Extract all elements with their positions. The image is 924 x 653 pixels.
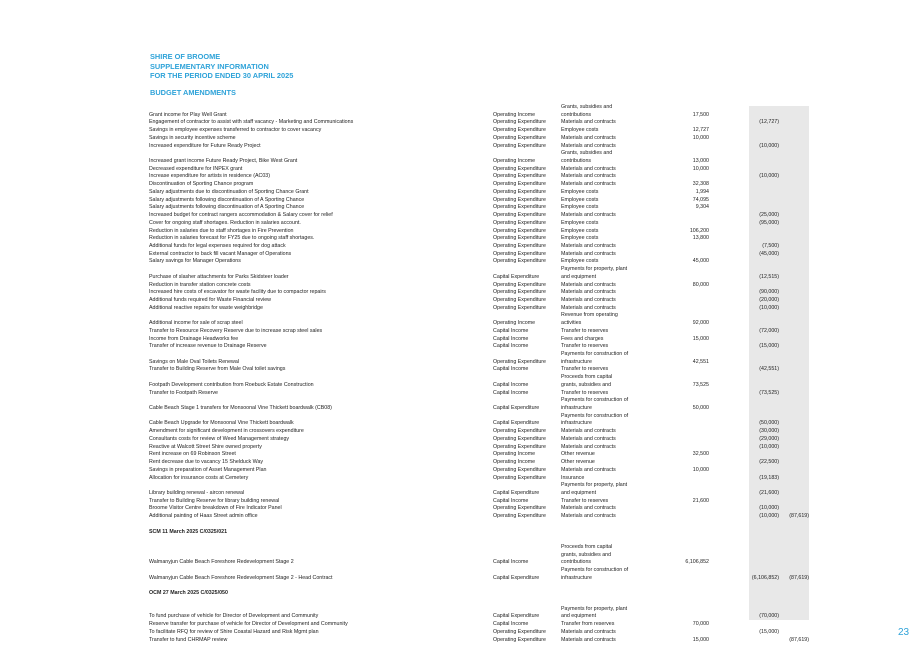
amendment-category: Employee costs — [561, 188, 599, 195]
amendment-description: Rent decrease due to vacancy 15 Shelduck Way — [149, 459, 264, 466]
table-row — [149, 475, 814, 483]
amendment-description: Consultants costs for review of Weed Management strategy — [149, 435, 290, 442]
amendment-description: Transfer to Building Reserve for library building renewal — [149, 497, 280, 504]
amendment-category: Materials and contracts — [561, 281, 616, 288]
amendment-description: External contractor to back fill vacant Manager of Operations — [149, 250, 292, 257]
table-row — [149, 583, 814, 591]
amendment-classification: Operating Expenditure — [493, 435, 547, 442]
amendment-classification: Operating Expenditure — [493, 358, 547, 365]
amendment-classification: Operating Expenditure — [493, 474, 547, 481]
amendment-description: Rent increase on 69 Robinson Street — [149, 451, 236, 458]
amendment-classification: Capital Income — [493, 389, 529, 396]
running-balance: (87,619) — [789, 513, 809, 520]
amendment-description: To facilitate RFQ for review of Shire Coastal Hazard and Risk Mgmt plan — [149, 628, 319, 635]
amendment-description: Amendment for significant development in crossovers expenditure — [149, 428, 304, 435]
increase-amount: 15,000 — [692, 335, 709, 342]
increase-amount: 32,500 — [692, 451, 709, 458]
table-row — [149, 181, 814, 189]
amendment-classification: Operating Expenditure — [493, 250, 547, 257]
amendment-category: infrastructure — [561, 420, 592, 427]
amendment-description: Additional funds for legal expenses required for dog attack — [149, 242, 286, 249]
report-header — [150, 52, 293, 81]
decrease-amount: (10,000) — [759, 513, 779, 520]
amendment-description: Transfer to Resource Recovery Reserve due to increase scrap steel sales — [149, 327, 323, 334]
table-row — [149, 336, 814, 344]
table-row — [149, 127, 814, 135]
amendment-classification: Operating Expenditure — [493, 181, 547, 188]
page-number: 23 — [898, 627, 910, 638]
amendment-description: Cable Beach Upgrade for Monsoonal Vine Thickett boardwalk — [149, 420, 294, 427]
amendment-category: Materials and contracts — [561, 466, 616, 473]
amendment-classification: Capital Income — [493, 343, 529, 350]
amendment-category: Employee costs — [561, 258, 599, 265]
table-row — [149, 405, 814, 413]
amendment-description: Increase expenditure for artists in residence (AC03) — [149, 173, 271, 180]
table-row — [149, 390, 814, 398]
decrease-amount: (72,000) — [759, 327, 779, 334]
table-row — [149, 436, 814, 444]
decrease-amount: (25,000) — [759, 212, 779, 219]
amendment-description: Salary adjustments due to discontinuation of Sporting Chance Grant — [149, 188, 309, 195]
table-row — [149, 297, 814, 305]
table-row — [149, 444, 814, 452]
amendment-description: SCM 11 March 2025 C/0325/021 — [149, 528, 228, 535]
table-row — [149, 559, 814, 567]
amendment-classification: Operating Income — [493, 451, 536, 458]
amendment-category: Payments for construction of — [561, 412, 629, 419]
amendment-description: OCM 27 March 2025 C/0325/050 — [149, 590, 228, 597]
increase-amount: 15,000 — [692, 636, 709, 643]
table-row — [149, 258, 814, 266]
table-row — [149, 282, 814, 290]
amendment-category: Revenue from operating — [561, 312, 618, 319]
decrease-amount: (95,000) — [759, 219, 779, 226]
amendment-category: Transfer to reserves — [561, 343, 609, 350]
decrease-amount: (45,000) — [759, 250, 779, 257]
amendment-classification: Operating Expenditure — [493, 513, 547, 520]
amendment-classification: Operating Expenditure — [493, 505, 547, 512]
amendment-classification: Operating Expenditure — [493, 212, 547, 219]
amendment-category: Materials and contracts — [561, 173, 616, 180]
increase-amount: 32,308 — [692, 181, 709, 188]
amendment-description: Discontinuation of Sporting Chance program — [149, 181, 254, 188]
amendment-description: To fund purchase of vehicle for Director of Development and Community — [149, 613, 319, 620]
amendment-category: grants, subsidies and — [561, 551, 612, 558]
amendment-category: Materials and contracts — [561, 134, 616, 141]
table-row — [149, 552, 814, 560]
table-row — [149, 521, 814, 529]
table-row — [149, 451, 814, 459]
amendment-category: Materials and contracts — [561, 428, 616, 435]
table-row — [149, 289, 814, 297]
amendment-category: Transfer to reserves — [561, 389, 609, 396]
amendment-description: Savings in employee expenses transferred to contractor to cover vacancy — [149, 127, 322, 134]
table-row — [149, 235, 814, 243]
amendment-category: and equipment — [561, 613, 597, 620]
amendment-category: Proceeds from capital — [561, 374, 613, 381]
amendment-category: Proceeds from capital — [561, 543, 613, 550]
decrease-amount: (50,000) — [759, 420, 779, 427]
amendment-description: Cover for ongoing staff shortages. Reduction in salaries account. — [149, 219, 301, 226]
table-row — [149, 104, 814, 112]
amendment-classification: Operating Expenditure — [493, 188, 547, 195]
amendment-classification: Operating Expenditure — [493, 242, 547, 249]
amendment-description: Reactive at Walcott Street Shire owned property — [149, 443, 262, 450]
decrease-amount: (10,000) — [759, 304, 779, 311]
decrease-amount: (10,000) — [759, 173, 779, 180]
amendment-classification: Capital Income — [493, 381, 529, 388]
table-row — [149, 135, 814, 143]
decrease-amount: (20,000) — [759, 296, 779, 303]
amendment-category: Materials and contracts — [561, 435, 616, 442]
decrease-amount: (73,525) — [759, 389, 779, 396]
amendment-category: and equipment — [561, 273, 597, 280]
amendment-category: Materials and contracts — [561, 636, 616, 643]
section-heading-row — [149, 590, 814, 598]
amendment-category: Fees and charges — [561, 335, 604, 342]
increase-amount: 10,000 — [692, 466, 709, 473]
amendment-category: contributions — [561, 111, 592, 118]
amendment-category: Transfer from reserves — [561, 621, 615, 628]
amendment-description: Reduction in transfer station concrete costs — [149, 281, 251, 288]
table-row — [149, 544, 814, 552]
amendment-category: infrastructure — [561, 574, 592, 581]
table-row — [149, 621, 814, 629]
amendment-category: Grants, subsidies and — [561, 150, 613, 157]
amendment-category: Employee costs — [561, 227, 599, 234]
increase-amount: 45,000 — [692, 258, 709, 265]
decrease-amount: (29,000) — [759, 435, 779, 442]
amendment-classification: Operating Expenditure — [493, 173, 547, 180]
decrease-amount: (19,183) — [759, 474, 779, 481]
amendment-classification: Operating Expenditure — [493, 219, 547, 226]
decrease-amount: (10,000) — [759, 505, 779, 512]
amendment-classification: Operating Expenditure — [493, 127, 547, 134]
table-row — [149, 266, 814, 274]
decrease-amount: (6,106,852) — [751, 574, 779, 581]
decrease-amount: (12,515) — [759, 273, 779, 280]
table-row — [149, 343, 814, 351]
amendment-description: Decreased expenditure for INPEX grant — [149, 165, 243, 172]
amendment-classification: Operating Expenditure — [493, 628, 547, 635]
increase-amount: 92,000 — [692, 320, 709, 327]
amendment-description: Savings in preparation of Asset Management Plan — [149, 466, 267, 473]
amendment-description: Broome Visitor Centre breakdown of Fire Indicator Panel — [149, 505, 282, 512]
amendment-category: Employee costs — [561, 235, 599, 242]
table-row — [149, 536, 814, 544]
amendment-description: Transfer of increase revenue to Drainage Reserve — [149, 343, 267, 350]
table-row — [149, 119, 814, 127]
amendment-description: Savings in security incentive scheme — [149, 134, 236, 141]
amendment-category: Materials and contracts — [561, 142, 616, 149]
amendment-category: Materials and contracts — [561, 289, 616, 296]
table-row — [149, 382, 814, 390]
decrease-amount: (70,000) — [759, 613, 779, 620]
amendment-category: Transfer to reserves — [561, 327, 609, 334]
amendment-classification: Operating Expenditure — [493, 443, 547, 450]
table-row — [149, 204, 814, 212]
decrease-amount: (12,727) — [759, 119, 779, 126]
decrease-amount: (22,500) — [759, 459, 779, 466]
increase-amount: 10,000 — [692, 134, 709, 141]
amendment-classification: Operating Income — [493, 111, 536, 118]
table-row — [149, 305, 814, 313]
increase-amount: 73,525 — [692, 381, 709, 388]
amendment-description: Increased grant income Future Ready Project, Bike West Grant — [149, 158, 298, 165]
amendment-category: Materials and contracts — [561, 443, 616, 450]
table-row — [149, 312, 814, 320]
increase-amount: 21,600 — [692, 497, 709, 504]
amendment-description: Library building renewal - aircon renewal — [149, 489, 245, 496]
amendment-description: Additional income for sale of scrap steel — [149, 320, 243, 327]
table-row — [149, 150, 814, 158]
table-row — [149, 374, 814, 382]
decrease-amount: (7,500) — [762, 242, 779, 249]
running-balance: (87,619) — [789, 636, 809, 643]
table-row — [149, 413, 814, 421]
table-row — [149, 467, 814, 475]
amendment-description: Savings on Male Oval Toilets Renewal — [149, 358, 239, 365]
amendment-description: Additional painting of Haas Street admin office — [149, 513, 258, 520]
increase-amount: 80,000 — [692, 281, 709, 288]
table-row — [149, 220, 814, 228]
table-row — [149, 328, 814, 336]
table-row — [149, 513, 814, 521]
amendment-category: activities — [561, 320, 582, 327]
amendment-category: Insurance — [561, 474, 585, 481]
decrease-amount: (90,000) — [759, 289, 779, 296]
amendment-description: Increased expenditure for Future Ready Project — [149, 142, 261, 149]
amendment-category: Materials and contracts — [561, 296, 616, 303]
amendment-classification: Capital Income — [493, 335, 529, 342]
amendment-description: Increased hire costs of excavator for waste facility due to compactor repairs — [149, 289, 326, 296]
amendment-description: Reduction in salaries forecast for FY25 due to ongoing staff shortages. — [149, 235, 315, 242]
amendment-category: infrastructure — [561, 358, 592, 365]
increase-amount: 13,800 — [692, 235, 709, 242]
increase-amount: 9,304 — [695, 204, 709, 211]
amendment-description: Salary savings for Manager Operations — [149, 258, 241, 265]
table-row — [149, 490, 814, 498]
amendment-category: Materials and contracts — [561, 513, 616, 520]
amendment-category: Materials and contracts — [561, 119, 616, 126]
amendment-category: Materials and contracts — [561, 628, 616, 635]
table-row — [149, 228, 814, 236]
amendment-category: Other revenue — [561, 451, 595, 458]
table-row — [149, 274, 814, 282]
amendment-classification: Operating Income — [493, 158, 536, 165]
amendment-classification: Capital Income — [493, 621, 529, 628]
amendment-classification: Capital Income — [493, 366, 529, 373]
decrease-amount: (42,551) — [759, 366, 779, 373]
decrease-amount: (30,000) — [759, 428, 779, 435]
amendment-classification: Capital Expenditure — [493, 574, 540, 581]
amendment-category: Payments for construction of — [561, 397, 629, 404]
amendment-classification: Capital Expenditure — [493, 613, 540, 620]
amendment-classification: Operating Expenditure — [493, 281, 547, 288]
amendment-category: contributions — [561, 559, 592, 566]
increase-amount: 12,727 — [692, 127, 709, 134]
table-row — [149, 397, 814, 405]
amendment-category: Materials and contracts — [561, 181, 616, 188]
amendment-description: Increased budget for contract rangers accommodation & Salary cover for relief — [149, 212, 333, 219]
amendment-category: grants, subsidies and — [561, 381, 612, 388]
increase-amount: 42,551 — [692, 358, 709, 365]
increase-amount: 1,994 — [695, 188, 709, 195]
amendment-category: Materials and contracts — [561, 212, 616, 219]
table-row — [149, 143, 814, 151]
amendment-classification: Capital Income — [493, 327, 529, 334]
amendment-classification: Operating Expenditure — [493, 235, 547, 242]
amendment-description: Footpath Development contribution from Roebuck Estate Construction — [149, 381, 314, 388]
increase-amount: 106,200 — [689, 227, 709, 234]
amendment-classification: Operating Expenditure — [493, 428, 547, 435]
amendment-category: Materials and contracts — [561, 165, 616, 172]
table-row — [149, 173, 814, 181]
amendment-category: Payments for construction of — [561, 567, 629, 574]
amendment-category: Transfer to reserves — [561, 497, 609, 504]
table-row — [149, 243, 814, 251]
amendment-category: Grants, subsidies and — [561, 104, 613, 110]
increase-amount: 50,000 — [692, 405, 709, 412]
amendment-classification: Operating Expenditure — [493, 119, 547, 126]
decrease-amount: (10,000) — [759, 142, 779, 149]
decrease-amount: (15,000) — [759, 343, 779, 350]
amendment-description: Engagement of contractor to assist with staff vacancy - Marketing and Communications — [149, 119, 354, 126]
amendment-description: Walmanyjun Cable Beach Foreshore Redevelopment Stage 2 — [149, 559, 294, 566]
amendment-description: Grant income for Play Well Grant — [149, 111, 227, 118]
report-period: FOR THE PERIOD ENDED 30 APRIL 2025 — [150, 71, 294, 80]
amendment-classification: Capital Expenditure — [493, 273, 540, 280]
table-row — [149, 482, 814, 490]
table-row — [149, 637, 814, 645]
decrease-amount: (10,000) — [759, 443, 779, 450]
increase-amount: 6,106,852 — [685, 559, 709, 566]
amendment-classification: Operating Expenditure — [493, 636, 547, 643]
amendment-classification: Operating Expenditure — [493, 165, 547, 172]
table-row — [149, 251, 814, 259]
table-row — [149, 613, 814, 621]
amendment-category: Payments for property, plant — [561, 266, 628, 273]
amendment-category: Materials and contracts — [561, 250, 616, 257]
decrease-amount: (21,600) — [759, 489, 779, 496]
table-row — [149, 166, 814, 174]
section-heading-row — [149, 529, 814, 537]
amendment-category: Transfer to reserves — [561, 366, 609, 373]
decrease-amount: (15,000) — [759, 628, 779, 635]
table-row — [149, 428, 814, 436]
increase-amount: 17,500 — [692, 111, 709, 118]
amendment-category: Payments for construction of — [561, 351, 629, 357]
amendment-category: Employee costs — [561, 196, 599, 203]
increase-amount: 74,095 — [692, 196, 709, 203]
table-row — [149, 575, 814, 583]
table-row — [149, 420, 814, 428]
increase-amount: 70,000 — [692, 621, 709, 628]
amendment-category: Materials and contracts — [561, 505, 616, 512]
section-title: BUDGET AMENDMENTS — [150, 88, 236, 97]
table-row — [149, 189, 814, 197]
table-row — [149, 351, 814, 359]
amendment-category: Payments for property, plant — [561, 605, 628, 612]
amendment-description: Reserve transfer for purchase of vehicle for Director of Development and Community — [149, 621, 348, 628]
table-row — [149, 197, 814, 205]
shire-name: SHIRE OF BROOME — [150, 52, 221, 61]
report-subtitle: SUPPLEMENTARY INFORMATION — [150, 61, 269, 71]
table-row — [149, 498, 814, 506]
amendment-classification: Capital Expenditure — [493, 420, 540, 427]
amendment-classification: Operating Expenditure — [493, 227, 547, 234]
table-row — [149, 366, 814, 374]
amendment-description: Additional funds required for Waste Financial review — [149, 296, 271, 303]
table-row — [149, 567, 814, 575]
amendment-classification: Operating Income — [493, 320, 536, 327]
amendment-classification: Operating Expenditure — [493, 204, 547, 211]
amendment-category: Materials and contracts — [561, 304, 616, 311]
amendment-category: and equipment — [561, 489, 597, 496]
table-row — [149, 606, 814, 614]
table-row — [149, 459, 814, 467]
amendment-classification: Operating Expenditure — [493, 296, 547, 303]
amendment-description: Transfer to Footpath Reserve — [149, 389, 218, 396]
amendment-description: Walmanyjun Cable Beach Foreshore Redevelopment Stage 2 - Head Contract — [149, 574, 333, 581]
table-row — [149, 212, 814, 220]
table-row — [149, 505, 814, 513]
amendment-category: Employee costs — [561, 219, 599, 226]
table-row — [149, 112, 814, 120]
amendment-description: Allocation for insurance costs at Cemetery — [149, 474, 249, 481]
table-row — [149, 359, 814, 367]
table-row — [149, 598, 814, 606]
running-balance: (87,619) — [789, 574, 809, 581]
amendment-classification: Capital Expenditure — [493, 489, 540, 496]
amendment-category: Other revenue — [561, 459, 595, 466]
amendment-category: Payments for property, plant — [561, 482, 628, 489]
amendment-description: Salary adjustments following discontinuation of A Sporting Chance — [149, 204, 305, 211]
amendment-classification: Operating Expenditure — [493, 134, 547, 141]
amendment-description: Income from Drainage Headworks fee — [149, 335, 239, 342]
increase-amount: 10,000 — [692, 165, 709, 172]
amendment-description: Purchase of slasher attachments for Parks Skidsteer loader — [149, 273, 289, 280]
amendment-classification: Capital Expenditure — [493, 405, 540, 412]
amendment-category: Employee costs — [561, 204, 599, 211]
amendment-classification: Operating Expenditure — [493, 304, 547, 311]
table-row — [149, 629, 814, 637]
amendment-category: contributions — [561, 158, 592, 165]
amendment-classification: Operating Expenditure — [493, 258, 547, 265]
amendment-description: Reduction in salaries due to staff shortages in Fire Prevention — [149, 227, 294, 234]
amendment-description: Transfer to Building Reserve from Male Oval toilet savings — [149, 366, 286, 373]
amendment-description: Additional reactive repairs for waste weighbridge — [149, 304, 263, 311]
table-row — [149, 320, 814, 328]
amendment-classification: Operating Expenditure — [493, 142, 547, 149]
amendment-classification: Operating Expenditure — [493, 466, 547, 473]
amendment-category: Materials and contracts — [561, 242, 616, 249]
amendment-category: infrastructure — [561, 405, 592, 412]
amendment-description: Cable Beach Stage 1 transfers for Monsoonal Vine Thickett boardwalk (CB08) — [149, 405, 332, 412]
amendment-classification: Capital Income — [493, 559, 529, 566]
amendment-classification: Operating Income — [493, 459, 536, 466]
amendment-classification: Operating Expenditure — [493, 289, 547, 296]
table-row — [149, 158, 814, 166]
amendment-description: Salary adjustments following discontinuation of A Sporting Chance — [149, 196, 305, 203]
increase-amount: 13,000 — [692, 158, 709, 165]
amendment-category: Employee costs — [561, 127, 599, 134]
amendment-classification: Operating Expenditure — [493, 196, 547, 203]
amendment-classification: Capital Income — [493, 497, 529, 504]
budget-amendments-table — [149, 104, 814, 644]
amendment-description: Transfer to fund CHRMAP review — [149, 636, 228, 643]
